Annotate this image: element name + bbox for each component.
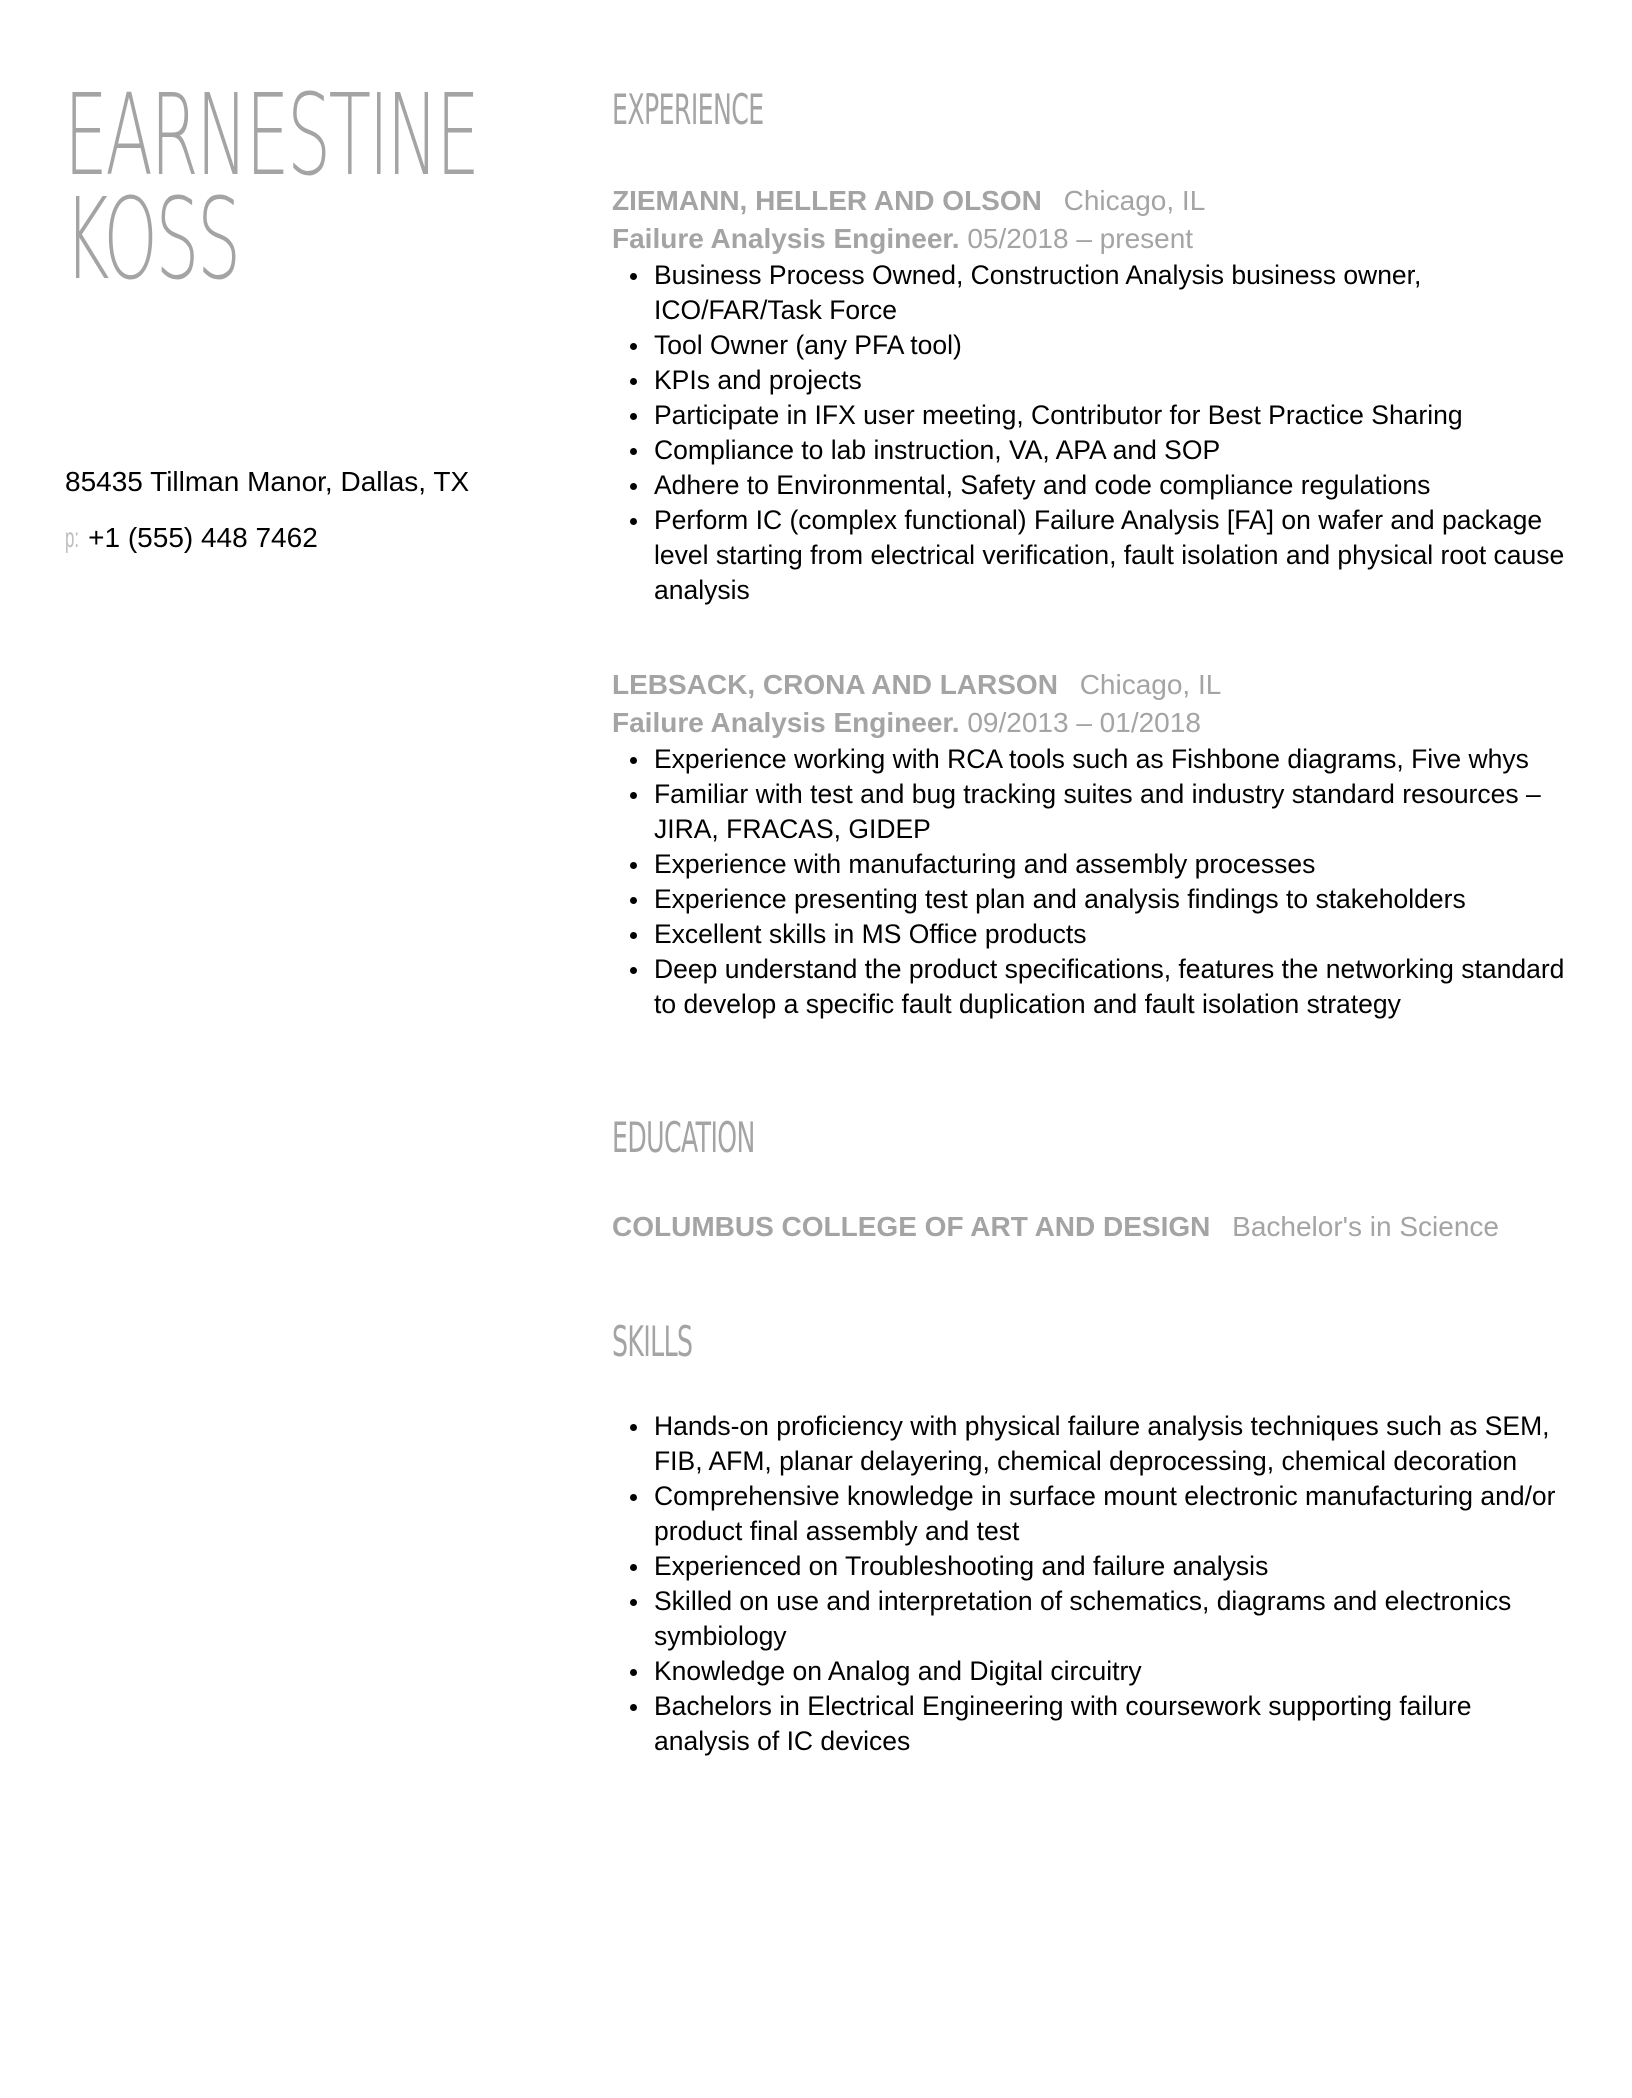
job-entry	[612, 182, 1572, 608]
skills-heading: SKILLS	[612, 1317, 693, 1366]
list-item: Compliance to lab instruction, VA, APA and SOP	[654, 433, 1572, 468]
job-location: Chicago, IL	[1063, 185, 1206, 216]
job-role-line	[612, 220, 1572, 258]
education-entry	[612, 1208, 1499, 1246]
list-item: Perform IC (complex functional) Failure Analysis [FA] on wafer and package level starting from electrical verification, fault isolation and physical root cause analysis	[654, 503, 1572, 608]
list-item: Experience with manufacturing and assembly processes	[654, 847, 1572, 882]
last-name: KOSS	[64, 175, 239, 305]
job-bullets	[612, 258, 1572, 608]
address: 85435 Tillman Manor, Dallas, TX	[65, 466, 470, 497]
first-name: EARNESTINE	[64, 71, 478, 201]
phone-number: +1 (555) 448 7462	[88, 522, 318, 553]
job-role-line	[612, 704, 1572, 742]
list-item: KPIs and projects	[654, 363, 1572, 398]
list-item: Hands-on proficiency with physical failure analysis techniques such as SEM, FIB, AFM, planar delayering, chemical deprocessing, chemical decoration	[654, 1409, 1572, 1479]
list-item: Adhere to Environmental, Safety and code compliance regulations	[654, 468, 1572, 503]
list-item: Familiar with test and bug tracking suites and industry standard resources – JIRA, FRACAS, GIDEP	[654, 777, 1572, 847]
experience-heading: EXPERIENCE	[612, 85, 764, 134]
degree: Bachelor's in Science	[1232, 1211, 1499, 1242]
job-bullets	[612, 742, 1572, 1022]
job-location: Chicago, IL	[1079, 669, 1222, 700]
phone-line	[65, 518, 318, 558]
company-name: ZIEMANN, HELLER AND OLSON	[612, 185, 1042, 216]
job-dates: 09/2013 – 01/2018	[967, 707, 1201, 738]
company-name: LEBSACK, CRONA AND LARSON	[612, 669, 1058, 700]
list-item: Knowledge on Analog and Digital circuitry	[654, 1654, 1572, 1689]
job-dates: 05/2018 – present	[967, 223, 1194, 254]
list-item: Skilled on use and interpretation of schematics, diagrams and electronics symbiology	[654, 1584, 1572, 1654]
list-item: Experience presenting test plan and analysis findings to stakeholders	[654, 882, 1572, 917]
skills-list	[612, 1409, 1572, 1759]
school-name: COLUMBUS COLLEGE OF ART AND DESIGN	[612, 1211, 1211, 1242]
list-item: Excellent skills in MS Office products	[654, 917, 1572, 952]
job-entry	[612, 666, 1572, 1022]
candidate-name	[64, 71, 478, 305]
job-title: Failure Analysis Engineer.	[612, 707, 960, 738]
list-item: Business Process Owned, Construction Analysis business owner, ICO/FAR/Task Force	[654, 258, 1572, 328]
list-item: Experienced on Troubleshooting and failure analysis	[654, 1549, 1572, 1584]
list-item: Participate in IFX user meeting, Contributor for Best Practice Sharing	[654, 398, 1572, 433]
list-item: Experience working with RCA tools such as Fishbone diagrams, Five whys	[654, 742, 1572, 777]
phone-label: p:	[65, 522, 80, 553]
list-item: Bachelors in Electrical Engineering with coursework supporting failure analysis of IC devices	[654, 1689, 1572, 1759]
list-item: Comprehensive knowledge in surface mount electronic manufacturing and/or product final assembly and test	[654, 1479, 1572, 1549]
job-header	[612, 182, 1572, 220]
job-title: Failure Analysis Engineer.	[612, 223, 960, 254]
education-heading: EDUCATION	[612, 1113, 755, 1162]
list-item: Deep understand the product specifications, features the networking standard to develop a specific fault duplication and fault isolation strategy	[654, 952, 1572, 1022]
job-header	[612, 666, 1572, 704]
skills-block	[612, 1409, 1572, 1759]
list-item: Tool Owner (any PFA tool)	[654, 328, 1572, 363]
